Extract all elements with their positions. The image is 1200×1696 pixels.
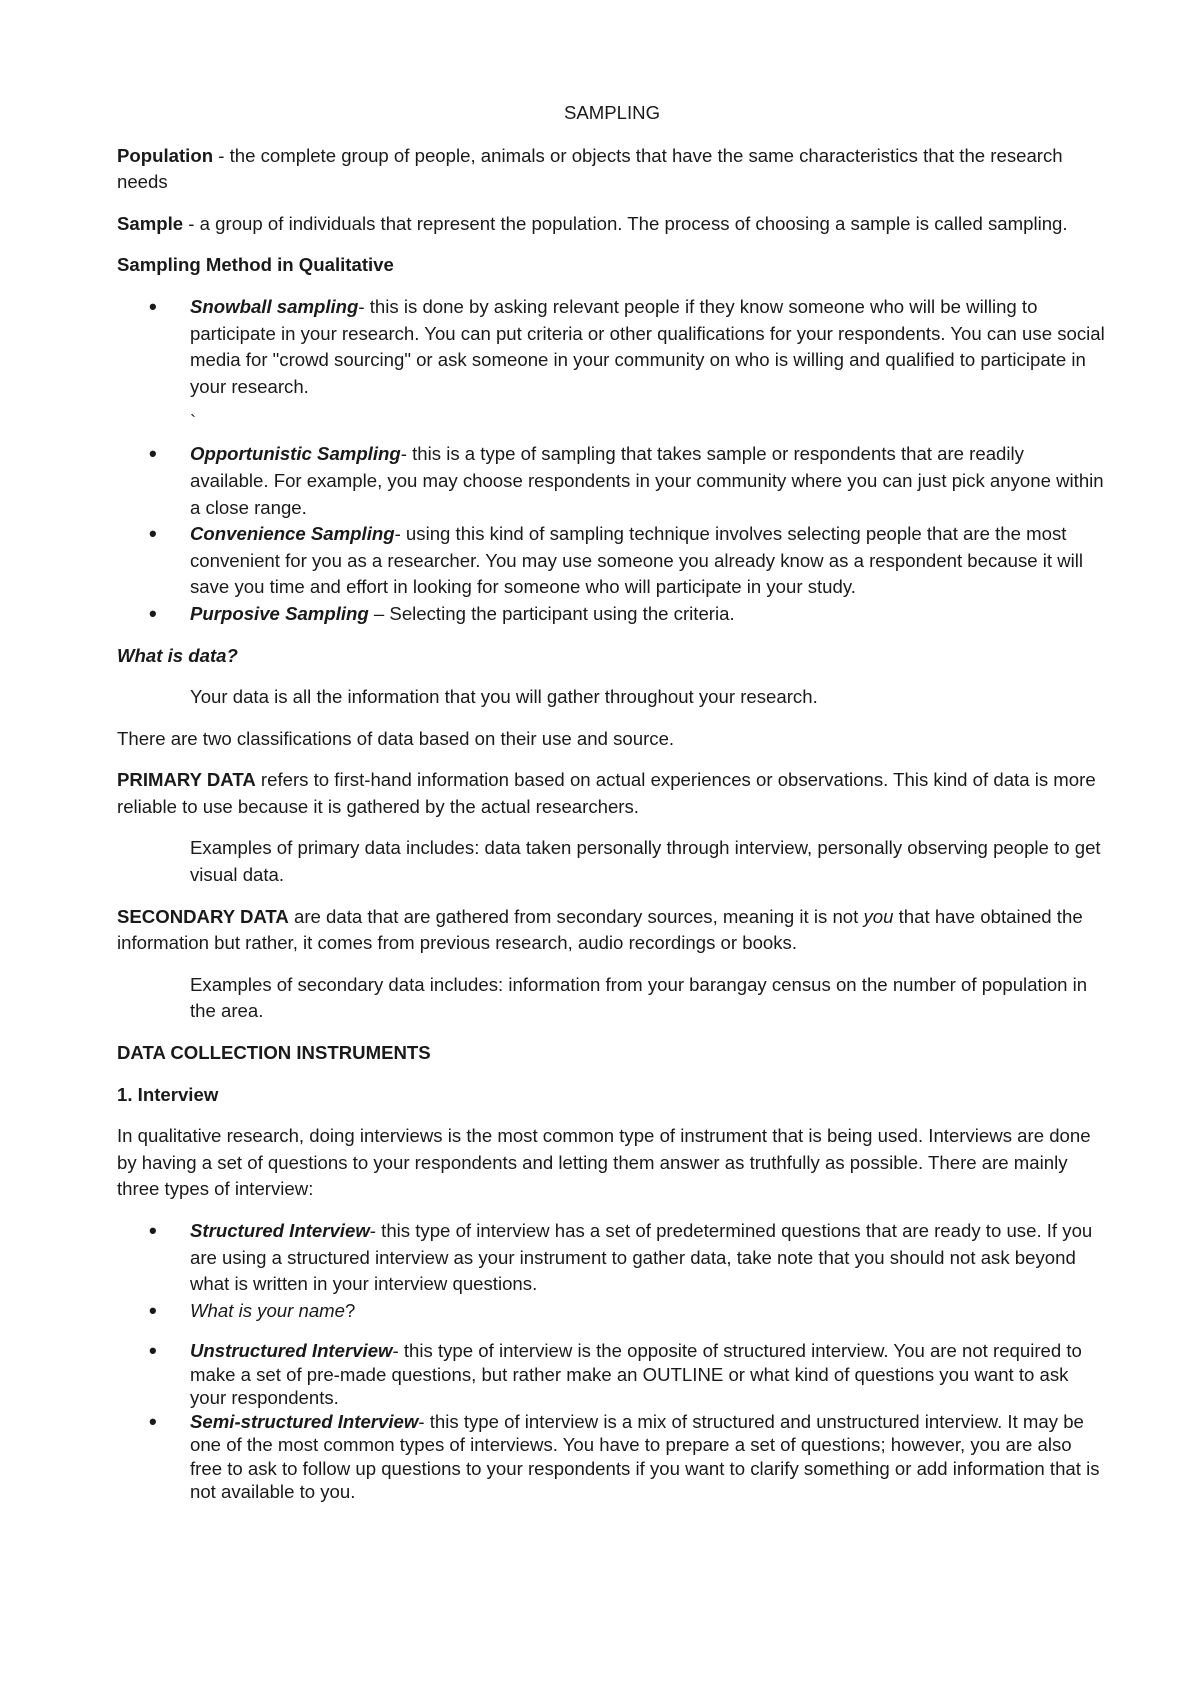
interview-term: Unstructured Interview bbox=[190, 1340, 393, 1362]
example-question: What is your name bbox=[190, 1299, 346, 1321]
interview-heading: 1. Interview bbox=[117, 1083, 219, 1105]
secondary-data-text: are data that are gathered from secondary sources, meaning it is not bbox=[288, 905, 864, 927]
method-text: - using this kind of sampling technique involves selecting people that are the most convenient for you as a researcher. You may use someone you already know as a respondent because it will save you time and effort in looking for someone who will participate in your study. bbox=[190, 523, 1084, 598]
list-item bbox=[117, 441, 1107, 521]
instruments-heading: DATA COLLECTION INSTRUMENTS bbox=[117, 1042, 431, 1064]
sampling-heading: Sampling Method in Qualitative bbox=[117, 254, 394, 276]
interview-types-list bbox=[117, 1218, 1107, 1324]
secondary-data-text-end: that have obtained the information but rather, it comes from previous research, audio recordings or books. bbox=[117, 905, 1083, 954]
list-item bbox=[117, 1339, 1107, 1410]
sampling-methods-list bbox=[117, 294, 1107, 400]
sampling-methods-list-continued bbox=[117, 441, 1107, 627]
sample-term: Sample bbox=[117, 212, 184, 234]
list-item bbox=[117, 1410, 1107, 1504]
method-term: Convenience Sampling bbox=[190, 523, 395, 545]
interview-types-list-continued bbox=[117, 1339, 1107, 1504]
data-heading: What is data? bbox=[117, 644, 238, 666]
list-item bbox=[117, 1218, 1107, 1298]
primary-data-text: refers to first-hand information based on actual experiences or observations. This kind of data is more reliable to use because it is gathered by the actual researchers. bbox=[117, 769, 1096, 817]
list-item-example bbox=[117, 1298, 1107, 1325]
method-text: - this is done by asking relevant people if they know someone who will be willing to participate in your research. You can put criteria or other qualifications for your respondents. You can use social media for "crowd sourcing" or ask someone in your community on who is willing and qualified to participate in your research. bbox=[190, 295, 1105, 397]
interview-intro: In qualitative research, doing interviews is the most common type of instrument that is being used. Interviews are done by having a set of questions to your respondents and letting them answer as truthfully as possible. There are mainly three types of interview: bbox=[117, 1125, 1091, 1200]
primary-data-paragraph bbox=[117, 767, 1107, 820]
method-term: Opportunistic Sampling bbox=[190, 443, 401, 465]
classifications-text: There are two classifications of data based on their use and source. bbox=[117, 727, 675, 749]
interview-term: Structured Interview bbox=[190, 1220, 370, 1241]
stray-mark: ` bbox=[190, 411, 197, 433]
secondary-data-term: SECONDARY DATA bbox=[117, 905, 289, 927]
interview-term: Semi-structured Interview bbox=[190, 1410, 419, 1432]
method-term: Snowball sampling bbox=[190, 295, 359, 317]
data-definition: Your data is all the information that you will gather throughout your research. bbox=[190, 686, 818, 708]
sample-text: - a group of individuals that represent the population. The process of choosing a sample is called sampling. bbox=[183, 212, 1068, 234]
method-term: Purposive Sampling bbox=[190, 602, 369, 624]
population-text: - the complete group of people, animals or objects that have the same characteristics that the research needs bbox=[117, 144, 1063, 193]
secondary-data-emphasis: you bbox=[863, 905, 894, 927]
list-item bbox=[117, 294, 1107, 400]
population-definition bbox=[117, 143, 1107, 196]
page-title: SAMPLING bbox=[563, 102, 661, 123]
secondary-data-example: Examples of secondary data includes: information from your barangay census on the number of population in the area. bbox=[190, 973, 1088, 1022]
secondary-data-paragraph bbox=[117, 904, 1107, 957]
method-text: – Selecting the participant using the criteria. bbox=[368, 602, 735, 624]
list-item bbox=[117, 521, 1107, 601]
primary-data-term: PRIMARY DATA bbox=[117, 769, 256, 791]
interview-text: - this type of interview is the opposite of structured interview. You are not required to make a set of pre-made questions, but rather make an OUTLINE or what kind of questions you want to ask your respondents. bbox=[190, 1340, 1082, 1409]
list-item bbox=[117, 601, 1107, 628]
population-term: Population bbox=[117, 144, 214, 166]
primary-data-example: Examples of primary data includes: data taken personally through interview, personally observing people to get visual data. bbox=[190, 837, 1101, 886]
method-text: - this is a type of sampling that takes sample or respondents that are readily available. For example, you may choose respondents in your community where you can just pick anyone within a close range. bbox=[190, 443, 1104, 518]
document-content bbox=[117, 100, 1107, 1519]
interview-text: - this type of interview has a set of predetermined questions that are ready to use. If you are using a structured interview as your instrument to gather data, take note that you should not ask beyond what is written in your interview questions. bbox=[190, 1220, 1093, 1295]
example-question-mark: ? bbox=[345, 1299, 356, 1321]
sample-definition bbox=[117, 211, 1107, 238]
interview-text: - this type of interview is a mix of structured and unstructured interview. It may be one of the most common types of interviews. You have to prepare a set of questions; however, you are also free to ask to follow up questions to your respondents if you want to clarify something or add information that is not available to you. bbox=[190, 1410, 1100, 1503]
